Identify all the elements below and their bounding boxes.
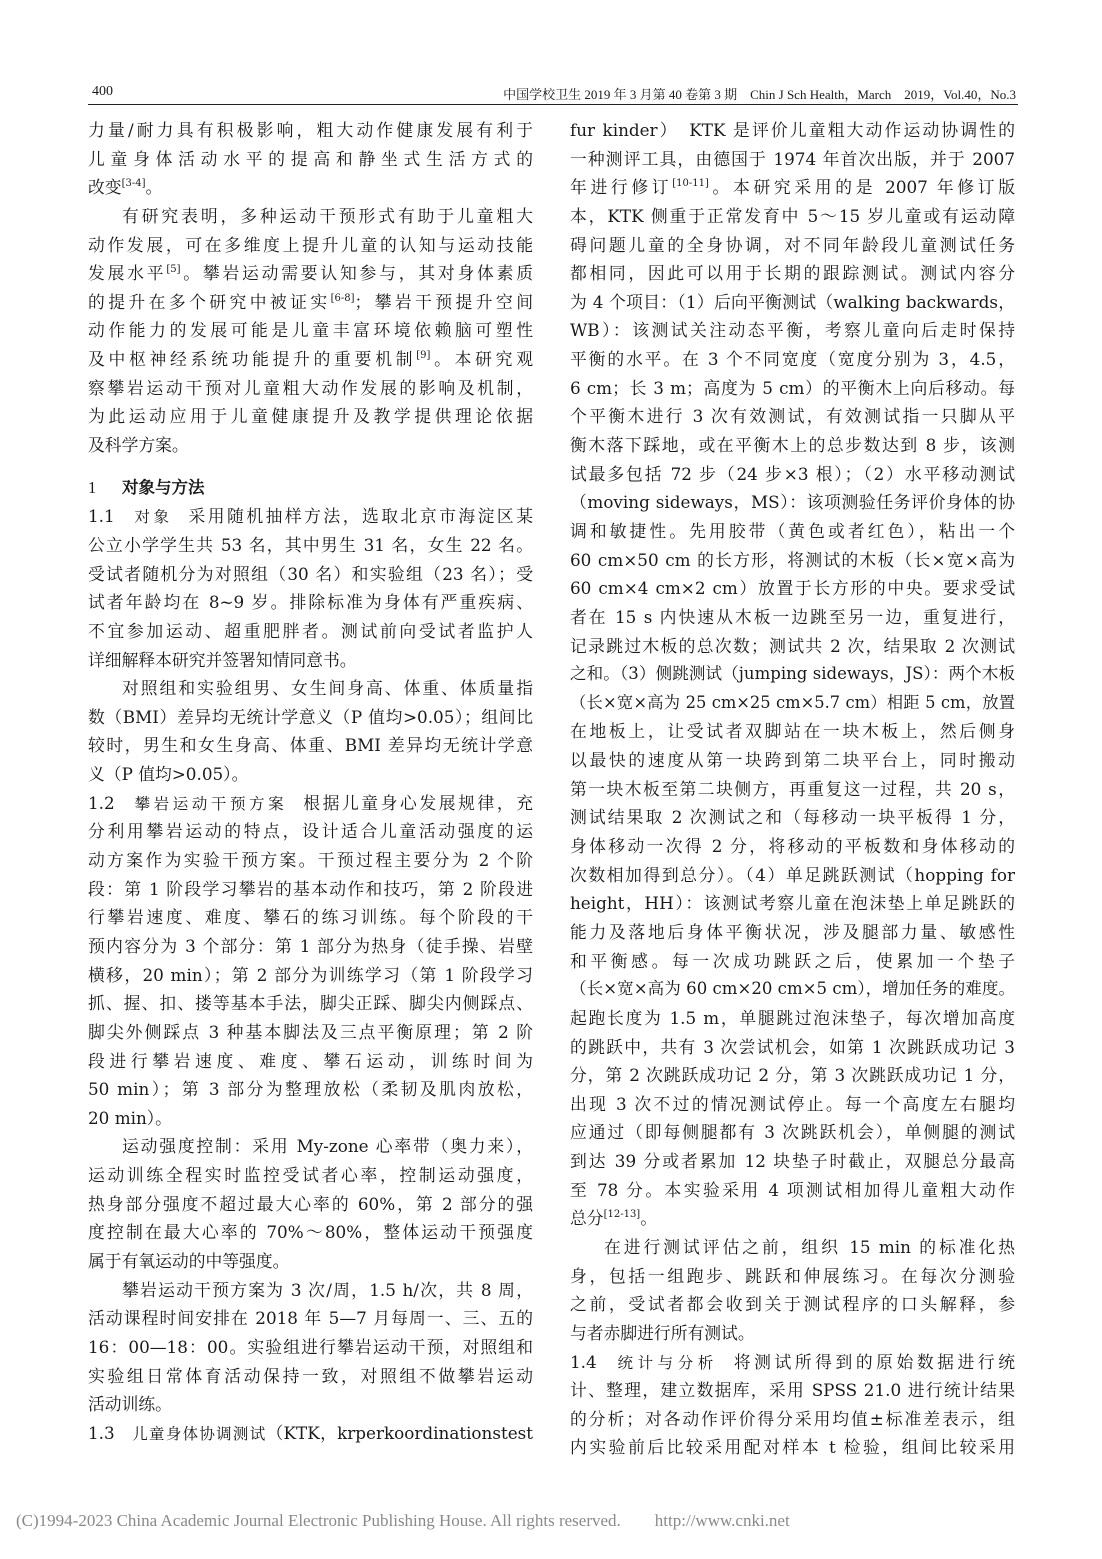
text-line: 内实验前后比较采用配对样本 t 检验，组间比较采用 [570,1437,1015,1458]
text-line: 身体移动一次得 2 分，将移动的平板数和身体移动的 [570,836,1015,857]
text-line: 分，第 2 次跳跃成功记 2 分，第 3 次跳跃成功记 1 分， [570,1065,1015,1086]
text-line: 有研究表明，多种运动干预形式有助于儿童粗大 [122,205,533,226]
text-line: WB）：该测试关注动态平衡，考察儿童向后走时保持 [570,320,1015,341]
citation[interactable]: [3-4] [121,178,146,190]
text-line: 个平衡木进行 3 次有效测试，有效测试指一只脚从平 [570,406,1015,427]
text-span: ；攀岩干预提升空间 [354,291,533,312]
text-line: （长×宽×高为 60 cm×20 cm×5 cm），增加任务的难度。 [570,979,1015,999]
page-number: 400 [92,84,113,99]
text-line: 6 cm；长 3 m；高度为 5 cm）的平衡木上向后移动。每 [570,377,1015,398]
citation[interactable]: [10-11] [672,178,709,190]
text-line: 为 4 个项目：（1）后向平衡测试（walking backwards， [570,291,1015,312]
text-line: 出现 3 次不过的情况测试停止。每一个高度左右腿均 [570,1093,1015,1114]
text-line: 者在 15 s 内快速从木板一边跳至另一边，重复进行， [570,606,1015,627]
text-line: fur kinder） KTK 是评价儿童粗大动作运动协调性的 [570,120,1015,140]
text-line: 运动训练全程实时监控受试者心率，控制运动强度， [88,1165,533,1186]
text-line: 不宜参加运动、超重肥胖者。测试前向受试者监护人 [88,620,533,641]
text-line: 热身部分强度不超过最大心率的 60%，第 2 部分的强 [88,1193,533,1214]
text-line: 在进行测试评估之前，组织 15 min 的标准化热 [604,1236,1015,1257]
text-line [570,1204,1015,1233]
text-span: 及中枢神经系统功能提升的重要机制 [88,349,417,370]
text-span: 总分 [570,1208,604,1229]
text-line: 运动强度控制：采用 My-zone 心率带（奥力来）， [122,1136,533,1157]
citation[interactable]: [9] [416,350,431,362]
text-line: 横移，20 min）；第 2 部分为训练学习（第 1 阶段学习 [88,964,533,985]
text-line: 平衡的水平。在 3 个不同宽度（宽度分别为 3，4.5， [570,349,1015,370]
text-line: 都相同，因此可以用于长期的跟踪测试。测试内容分 [570,263,1015,284]
text-span: 。 [145,177,163,198]
text-line: 60 cm×50 cm 的长方形，将测试的木板（长×宽×高为 [570,549,1015,570]
text-line: 动作能力的发展可能是儿童丰富环境依赖脑可塑性 [88,320,533,341]
text-line: 16：00—18：00。实验组进行攀岩运动干预，对照组和 [88,1336,533,1357]
text-line: 分利用攀岩运动的特点，设计适合儿童活动强度的运 [88,821,533,842]
subsection-number: 1.3 [88,1422,115,1443]
text-line: 察攀岩运动干预对儿童粗大动作发展的影响及机制， [88,377,533,398]
text-line: （长×宽×高为 25 cm×25 cm×5.7 cm）相距 5 cm，放置 [570,692,1015,712]
text-line: 测试结果取 2 次测试之和（每移动一块平板得 1 分， [570,807,1015,828]
text-line: 次数相加得到总分）。（4）单足跳跃测试（hopping for [570,864,1015,885]
text-line: 衡木落下踩地，或在平衡木上的总步数达到 8 步，该测 [570,435,1015,456]
text-line: 碍问题儿童的全身协调，对不同年龄段儿童测试任务 [570,234,1015,255]
text-line: 段进行攀岩速度、难度、攀石运动，训练时间为 [88,1050,533,1071]
subsection-1-2-first-line [88,789,533,818]
text-line: （moving sideways，MS）：该项测验任务评价身体的协 [570,492,1015,513]
section-title: 对象与方法 [122,477,205,497]
text-span: 。 [640,1208,658,1229]
text-line: 儿童身体活动水平的提高和静坐式生活方式的 [88,148,533,169]
text-line: 受试者随机分为对照组（30 名）和实验组（23 名）；受 [88,563,533,584]
text-line: 较时，男生和女生身高、体重、BMI 差异均无统计学意 [88,735,533,756]
text-line: 之前，受试者都会收到关于测试程序的口头解释，参 [570,1294,1015,1315]
text-line: 至 78 分。本实验采用 4 项测试相加得儿童粗大动作 [570,1179,1015,1200]
text-line: 的跳跃中，共有 3 次尝试机会，如第 1 次跳跃成功记 3 [570,1036,1015,1057]
text-line: 记录跳过木板的总次数；测试共 2 次，结果取 2 次测试 [570,635,1015,656]
text-line: 攀岩运动干预方案为 3 次/周，1.5 h/次，共 8 周， [122,1279,533,1300]
text-line: 和平衡感。每一次成功跳跃之后，使累加一个垫子 [570,950,1015,971]
subsection-1-3-first-line [88,1419,533,1448]
text-line: 能力及落地后身体平衡状况，涉及腿部力量、敏感性 [570,921,1015,942]
text-line: 之和。（3）侧跳测试（jumping sideways，JS）：两个木板 [570,664,1015,684]
text-span: 发展水平 [88,263,167,284]
text-span: 根据儿童身心发展规律，充 [303,792,533,813]
text-line: 60 cm×4 cm×2 cm）放置于长方形的中央。要求受试 [570,578,1015,599]
text-line: 数（BMI）差异均无统计学意义（P 值均>0.05）；组间比 [88,706,533,727]
text-line: 一种测评工具，由德国于 1974 年首次出版，并于 2007 [570,148,1015,169]
text-line: 身，包括一组跑步、跳跃和伸展练习。在每次分测验 [570,1265,1015,1286]
header-rule [88,104,1018,105]
text-line [570,173,1015,202]
text-span: 采用随机抽样方法，选取北京市海淀区某 [188,506,533,527]
text-line [88,288,533,317]
section-number: 1 [88,477,97,497]
citation[interactable]: [5] [166,264,181,276]
text-span: 。本研究采用的是 2007 年修订版 [708,177,1015,198]
text-line: 应通过（即每侧腿都有 3 次跳跃机会），单侧腿的测试 [570,1122,1015,1143]
text-span: 将测试所得到的原始数据进行统 [733,1351,1015,1372]
text-line: 对照组和实验组男、女生间身高、体重、体质量指 [122,678,533,699]
text-span: 年进行修订 [570,177,673,198]
subsection-1-1-first-line [88,502,533,531]
text-line: 50 min）；第 3 部分为整理放松（柔韧及肌肉放松， [88,1079,533,1100]
subsection-number: 1.4 [570,1351,597,1372]
subsection-number: 1.2 [88,792,115,813]
text-line: 试者年龄均在 8~9 岁。排除标准为身体有严重疾病、 [88,592,533,613]
text-line: 在地板上，让受试者双脚站在一块木板上，然后侧身 [570,721,1015,742]
text-line: 活动课程时间安排在 2018 年 5—7 月每周一、三、五的 [88,1308,533,1329]
text-span: 改变 [88,177,122,198]
citation[interactable]: [6-8] [330,292,355,304]
text-span: 的提升在多个研究中被证实 [88,291,331,312]
text-line: 及科学方案。 [88,435,189,456]
text-line: 度控制在最大心率的 70%～80%，整体运动干预强度 [88,1222,533,1243]
text-line: 行攀岩速度、难度、攀石的练习训练。每个阶段的干 [88,907,533,928]
text-line: 计、整理，建立数据库，采用 SPSS 21.0 进行统计结果 [570,1380,1015,1401]
text-line [88,173,533,202]
text-line: 到达 39 分或者累加 12 块垫子时截止，双腿总分最高 [570,1151,1015,1172]
text-line: 属于有氧运动的中等强度。 [88,1250,290,1271]
text-line: 的分析；对各动作评价得分采用均值±标准差表示，组 [570,1408,1015,1429]
text-span: （KTK，krperkoordinationstest [266,1422,533,1443]
text-line: 动作发展，可在多维度上提升儿童的认知与运动技能 [88,234,533,255]
right-column [570,116,1015,1462]
text-line [88,259,533,288]
text-line: 预内容分为 3 个部分：第 1 部分为热身（徒手操、岩壁 [88,935,533,956]
journal-info: 中国学校卫生 2019 年 3 月第 40 卷第 3 期 Chin J Sch Health，March 2019，Vol.40，No.3 [503,87,1016,102]
section-heading [88,474,533,503]
text-line: height，HH）：该测试考察儿童在泡沫垫上单足跳跃的 [570,893,1015,914]
text-line: 活动训练。 [88,1394,172,1415]
text-line: 实验组日常体育活动保持一致，对照组不做攀岩运动 [88,1365,533,1386]
subsection-title: 对象 [132,508,173,527]
left-column [88,116,533,1447]
subsection-title: 攀岩运动干预方案 [132,794,288,813]
running-header [90,84,1016,104]
text-span: 。攀岩运动需要认知参与，其对身体素质 [180,263,533,284]
citation[interactable]: [12-13] [603,1209,641,1221]
text-line: 调和敏捷性。先用胶带（黄色或者红色），粘出一个 [570,520,1015,541]
subsection-number: 1.1 [88,506,115,527]
copyright-footer: (C)1994-2023 China Academic Journal Electronic Publishing House. All rights reserved. http://www.cnki.net [16,1511,790,1530]
subsection-title: 统计与分析 [614,1353,718,1372]
text-line: 义（P 值均>0.05）。 [88,764,249,785]
text-line: 公立小学学生共 53 名，其中男生 31 名，女生 22 名。 [88,534,533,555]
text-line: 动方案作为实验干预方案。干预过程主要分为 2 个阶 [88,850,533,871]
text-line: 为此运动应用于儿童健康提升及教学提供理论依据 [88,406,533,427]
text-span: 。本研究观 [430,349,533,370]
text-line: 20 min）。 [88,1107,172,1128]
text-line: 段：第 1 阶段学习攀岩的基本动作和技巧，第 2 阶段进 [88,878,533,899]
text-line [88,345,533,374]
text-line: 本，KTK 侧重于正常发育中 5～15 岁儿童或有运动障 [570,205,1015,226]
text-line: 试最多包括 72 步（24 步×3 根）；（2）水平移动测试 [570,463,1015,484]
text-line: 与者赤脚进行所有测试。 [570,1322,755,1343]
text-line: 详细解释本研究并签署知情同意书。 [88,649,357,670]
text-line: 脚尖外侧踩点 3 种基本脚法及三点平衡原理；第 2 阶 [88,1021,533,1042]
subsection-title: 儿童身体协调测试 [132,1424,267,1443]
text-line: 力量/耐力具有积极影响，粗大动作健康发展有利于 [88,120,533,140]
text-line: 第一块木板至第二块侧方，再重复这一过程，共 20 s， [570,778,1015,799]
subsection-1-4-first-line [570,1348,1015,1377]
text-line: 起跑长度为 1.5 m，单腿跳过泡沫垫子，每次增加高度 [570,1007,1015,1028]
text-line: 以最快的速度从第一块跨到第二块平台上，同时搬动 [570,750,1015,771]
text-line: 抓、握、扣、搂等基本手法，脚尖正踩、脚尖内侧踩点、 [88,993,533,1014]
